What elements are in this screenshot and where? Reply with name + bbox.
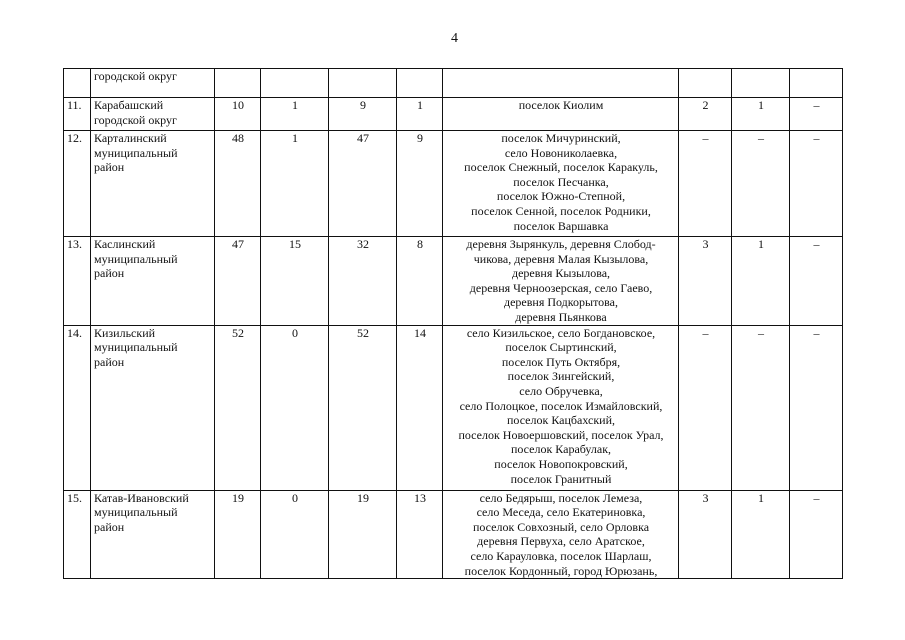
count-col-6 [732,325,790,490]
row-number [64,69,91,98]
count-col-7 [790,325,843,490]
count-col-3-value: 32 [357,237,369,251]
count-col-2-value: 0 [292,490,298,505]
count-col-6 [732,490,790,579]
row-number: 14. [64,325,91,490]
row-number: 15. [64,490,91,579]
settlements-list-line: поселок Сенной, поселок Родники, [471,203,651,218]
count-col-4-value: 13 [414,490,426,505]
count-col-3-value: 52 [357,325,369,340]
count-col-3-value: 19 [357,490,369,505]
count-col-7 [790,69,843,98]
count-col-3-value: 9 [360,98,366,112]
count-col-5 [679,490,732,579]
count-col-5-value: 2 [702,98,709,112]
settlements-list-line: село Меседа, село Екатериновка, [476,505,646,520]
total-count [215,131,261,237]
count-col-4-value: 9 [417,131,423,145]
settlements-list-line: поселок Киолим [518,98,604,112]
count-col-4 [397,98,443,131]
settlements-list-line: поселок Мичуринский, [501,131,621,145]
page-number: 4 [451,31,458,46]
count-col-3 [329,325,397,490]
count-col-4 [397,237,443,326]
settlements-list-line: поселок Сыртинский, [505,340,617,355]
settlements-list [443,131,679,237]
districts-table [63,68,843,579]
count-col-7-value: – [813,490,820,505]
settlements-list [443,325,679,490]
count-col-3 [329,131,397,237]
district-name-line: Каслинский [94,237,156,251]
total-count-value: 47 [232,237,244,251]
district-name [91,325,215,490]
total-count [215,237,261,326]
settlements-list [443,237,679,326]
district-name-line: Карабашский [94,98,164,112]
district-name [91,98,215,131]
settlements-list-line: поселок Зингейский, [507,369,615,384]
count-col-4 [397,131,443,237]
settlements-list [443,69,679,98]
settlements-list-line: поселок Новопокровский, [494,456,628,471]
settlements-list-line: деревня Первуха, село Аратское, [477,534,645,549]
count-col-7 [790,131,843,237]
district-name-line: городской округ [94,112,177,127]
settlements-list-line: село Кизильское, село Богдановское, [466,325,656,340]
count-col-5 [679,98,732,131]
count-col-5 [679,131,732,237]
table-row [64,69,843,98]
count-col-3 [329,69,397,98]
count-col-3 [329,490,397,579]
count-col-2-value: 1 [292,98,298,112]
count-col-2 [261,131,329,237]
district-name-line: городской округ [94,69,177,83]
count-col-7 [790,237,843,326]
district-name-line: муниципальный [94,251,178,266]
total-count-value: 48 [232,131,244,145]
count-col-4 [397,69,443,98]
row-number: 13. [64,237,91,326]
district-name-line: муниципальный [94,505,178,520]
count-col-7-value: – [813,325,820,340]
count-col-3 [329,98,397,131]
district-name-line: Карталинский [94,131,167,145]
settlements-list-line: поселок Гранитный [510,471,612,486]
count-col-6-value: – [758,325,764,340]
settlements-list-line: деревня Кызылова, [511,266,611,281]
district-name [91,69,215,98]
count-col-7-value: – [813,98,820,112]
count-col-6-value: 1 [758,237,764,251]
count-col-2 [261,237,329,326]
count-col-5-value: 3 [702,237,709,251]
count-col-4-value: 14 [414,325,426,340]
district-name-line: район [94,519,125,534]
count-col-6-value: 1 [758,490,764,505]
settlements-list-line: поселок Совхозный, село Орловка [472,519,650,534]
district-name-line: муниципальный [94,145,178,160]
count-col-2 [261,325,329,490]
count-col-7 [790,98,843,131]
total-count [215,69,261,98]
district-name-line: Катав-Ивановский [94,490,189,505]
count-col-6 [732,131,790,237]
settlements-list-line: поселок Кацбахский, [506,413,616,428]
row-number: 11. [64,98,91,131]
table-row [64,98,843,131]
table-row [64,237,843,326]
settlements-list-line: деревня Зырянкуль, деревня Слобод- [466,237,656,251]
settlements-list-line: поселок Варшавка [513,218,609,233]
count-col-2-value: 1 [292,131,298,145]
district-name-line: район [94,266,125,281]
count-col-2 [261,490,329,579]
district-name [91,237,215,326]
count-col-4-value: 1 [417,98,423,112]
district-name-line: Кизильский [94,325,156,340]
total-count-value: 52 [232,325,244,340]
settlements-list-line: чикова, деревня Малая Кызылова, [473,251,649,266]
count-col-5 [679,325,732,490]
count-col-6 [732,69,790,98]
settlements-list-line: деревня Черноозерская, село Гаево, [469,280,653,295]
count-col-4 [397,325,443,490]
row-number: 12. [64,131,91,237]
count-col-7-value: – [813,237,820,251]
count-col-5 [679,237,732,326]
count-col-5-value: – [702,325,709,340]
count-col-2-value: 0 [292,325,298,340]
count-col-3-value: 47 [357,131,369,145]
settlements-list-line: деревня Пьянкова [515,309,607,324]
count-col-5-value: 3 [702,490,709,505]
count-col-4-value: 8 [417,237,423,251]
count-col-6-value: – [758,131,764,145]
total-count [215,490,261,579]
total-count-value: 10 [232,98,244,112]
count-col-4 [397,490,443,579]
total-count [215,98,261,131]
district-name-line: муниципальный [94,340,178,355]
count-col-6 [732,98,790,131]
settlements-list-line: село Обручевка, [519,383,603,398]
count-col-3 [329,237,397,326]
count-col-7 [790,490,843,579]
total-count-value: 19 [232,490,244,505]
total-count [215,325,261,490]
count-col-6-value: 1 [758,98,764,112]
table-row [64,325,843,490]
settlements-list [443,98,679,131]
table-row [64,490,843,579]
table-row [64,131,843,237]
count-col-6 [732,237,790,326]
settlements-list [443,490,679,579]
settlements-list-line: поселок Путь Октября, [501,354,621,369]
district-name [91,490,215,579]
settlements-list-line: поселок Новоершовский, поселок Урал, [458,427,664,442]
district-name [91,131,215,237]
settlements-list-line: село Карауловка, поселок Шарлаш, [470,548,652,563]
settlements-list-line: поселок Карабулак, [510,442,612,457]
count-col-2-value: 15 [289,237,301,251]
settlements-list-line: поселок Песчанка, [513,174,609,189]
district-name-line: район [94,160,125,175]
settlements-list-line: деревня Подкорытова, [504,295,618,310]
count-col-7-value: – [813,131,820,145]
settlements-list-line: поселок Южно-Степной, [496,189,626,204]
settlements-list-line: село Полоцкое, поселок Измайловский, [459,398,663,413]
count-col-5 [679,69,732,98]
settlements-list-line: село Новониколаевка, [504,145,618,160]
count-col-2 [261,69,329,98]
count-col-5-value: – [702,131,709,145]
count-col-2 [261,98,329,131]
settlements-list-line: поселок Снежный, поселок Каракуль, [464,160,658,175]
settlements-list-line: поселок Кордонный, город Юрюзань, [464,563,658,578]
district-name-line: район [94,354,125,369]
settlements-list-line: село Бедярыш, поселок Лемеза, [479,490,643,505]
